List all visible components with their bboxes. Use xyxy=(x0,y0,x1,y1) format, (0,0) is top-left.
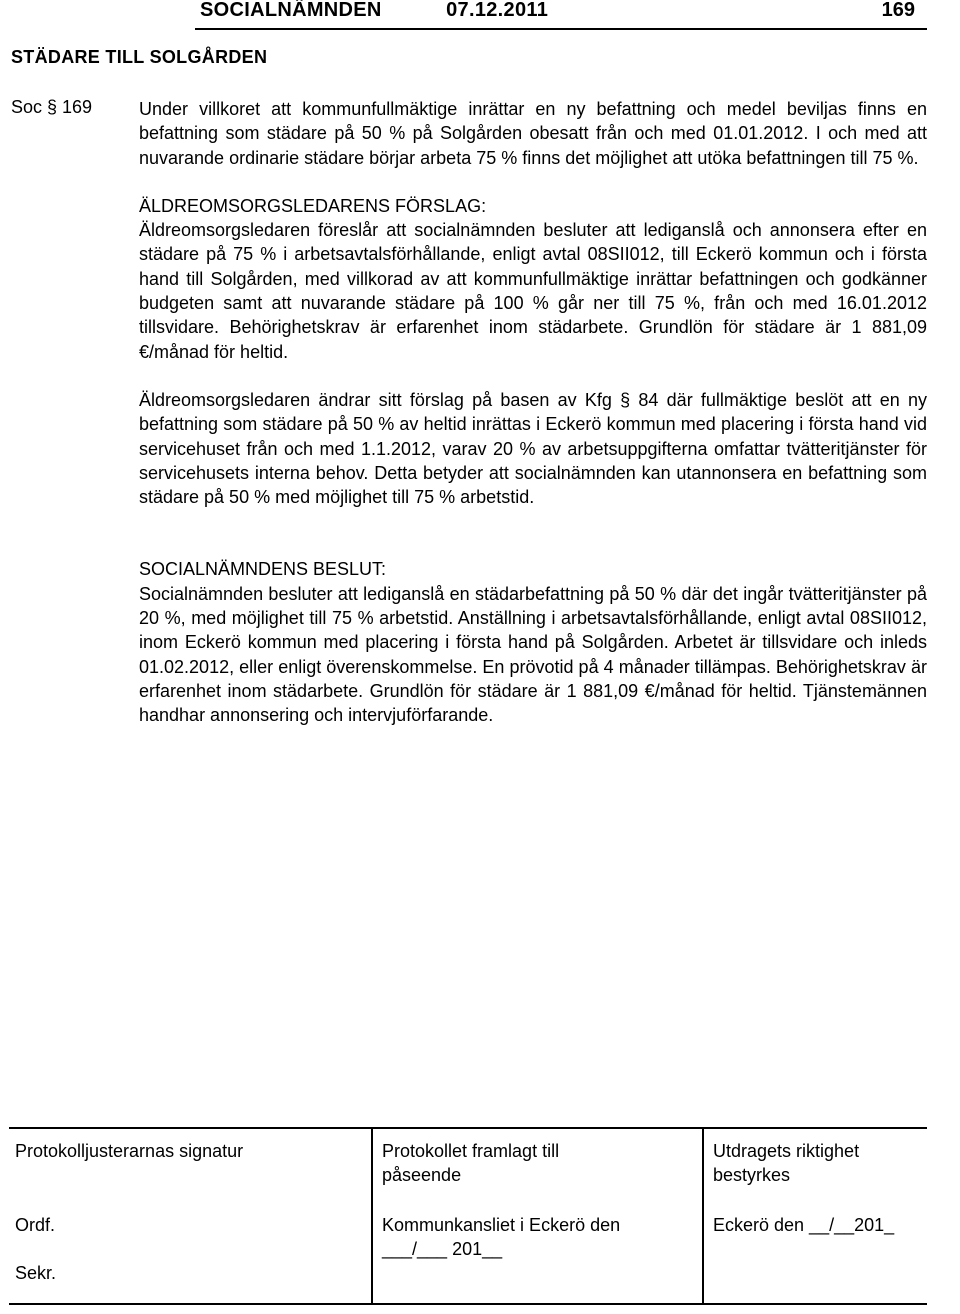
posting-header: Protokollet framlagt till påseende xyxy=(382,1141,560,1185)
intro-paragraph: Under villkoret att kommunfullmäktige inrättar en ny befattning och medel beviljas finns en befattning som städare på 50 % på Solgården obesatt från och med 01.01.2012. I och med att nuvarande ordinarie städare börjar arbeta 75 % finns det möjlighet att utöka befattningen till 75 %. xyxy=(139,99,927,168)
proposal-paragraph: Äldreomsorgsledaren föreslår att socialnämnden besluter att lediganslå och annonsera efter en städare på 75 % i arbetsavtalsförhållande, enligt avtal 08SII012, till Eckerö kommun och i första hand till Solgården, med villkorad av att kommunfullmäktige inrättar befattningen och godkänner budgeten samt att nuvarande städare på 100 % går ner till 75 %, från och med 16.01.2012 tillsvidare. Behörighetskrav är erfarenhet inom städarbete. Grundlön för städare är 1 881,09 €/månad för heltid. xyxy=(139,220,927,362)
proposal-heading: ÄLDREOMSORGSLEDARENS FÖRSLAG: xyxy=(139,195,487,216)
document-body xyxy=(139,97,927,728)
page-header xyxy=(195,0,927,30)
header-date: 07.12.2011 xyxy=(446,0,549,21)
sekr-label: Sekr. xyxy=(15,1263,57,1283)
decision-paragraph: Socialnämnden besluter att lediganslå en städarbefattning på 50 % där det ingår tvätteritjänster på 20 %, med möjlighet till 75 % arbetstid. Anställning i arbetsavtalsförhållande, enligt avtal 08SII012, inom Eckerö kommun med placering i första hand på Solgården. Arbetet är tillsvidare och inleds 01.02.2012, eller enligt överenskommelse. En prövotid på 4 månader tillämpas. Behörighetskrav är erfarenhet inom städarbete. Grundlön för städare är 1 881,09 €/månad för heltid. Tjänstemännen handhar annonsering och intervjuförfarande. xyxy=(139,583,927,726)
decision-heading: SOCIALNÄMNDENS BESLUT: xyxy=(139,559,387,580)
section-title: STÄDARE TILL SOLGÅRDEN xyxy=(11,47,268,67)
posting-body: Kommunkansliet i Eckerö den ___/___ 201__ xyxy=(382,1215,621,1259)
header-title: SOCIALNÄMNDEN xyxy=(200,0,382,21)
case-reference: Soc § 169 xyxy=(11,97,93,117)
ordf-label: Ordf. xyxy=(15,1215,56,1235)
signature-footer xyxy=(9,1127,927,1305)
footer-posting-column xyxy=(371,1129,695,1303)
certification-body: Eckerö den __/__201_ xyxy=(713,1215,895,1235)
certification-header: Utdragets riktighet bestyrkes xyxy=(713,1141,860,1185)
signature-header: Protokolljusterarnas signatur xyxy=(15,1141,244,1161)
page-number: 169 xyxy=(881,0,915,21)
header-title-date xyxy=(200,0,548,22)
change-paragraph: Äldreomsorgsledaren ändrar sitt förslag på basen av Kfg § 84 där fullmäktige beslöt att en ny befattning som städare på 50 % av heltid inrättas i Eckerö kommun med placering i första hand vid servicehuset från och med 1.1.2012, varav 20 % av arbetsuppgifterna omfattar tvätteritjänster för servicehusets interna behov. Detta betyder att socialnämnden kan utannonsera en befattning som städare på 50 % med möjlighet till 75 % arbetstid. xyxy=(139,389,927,508)
footer-certification-column xyxy=(702,1129,929,1303)
